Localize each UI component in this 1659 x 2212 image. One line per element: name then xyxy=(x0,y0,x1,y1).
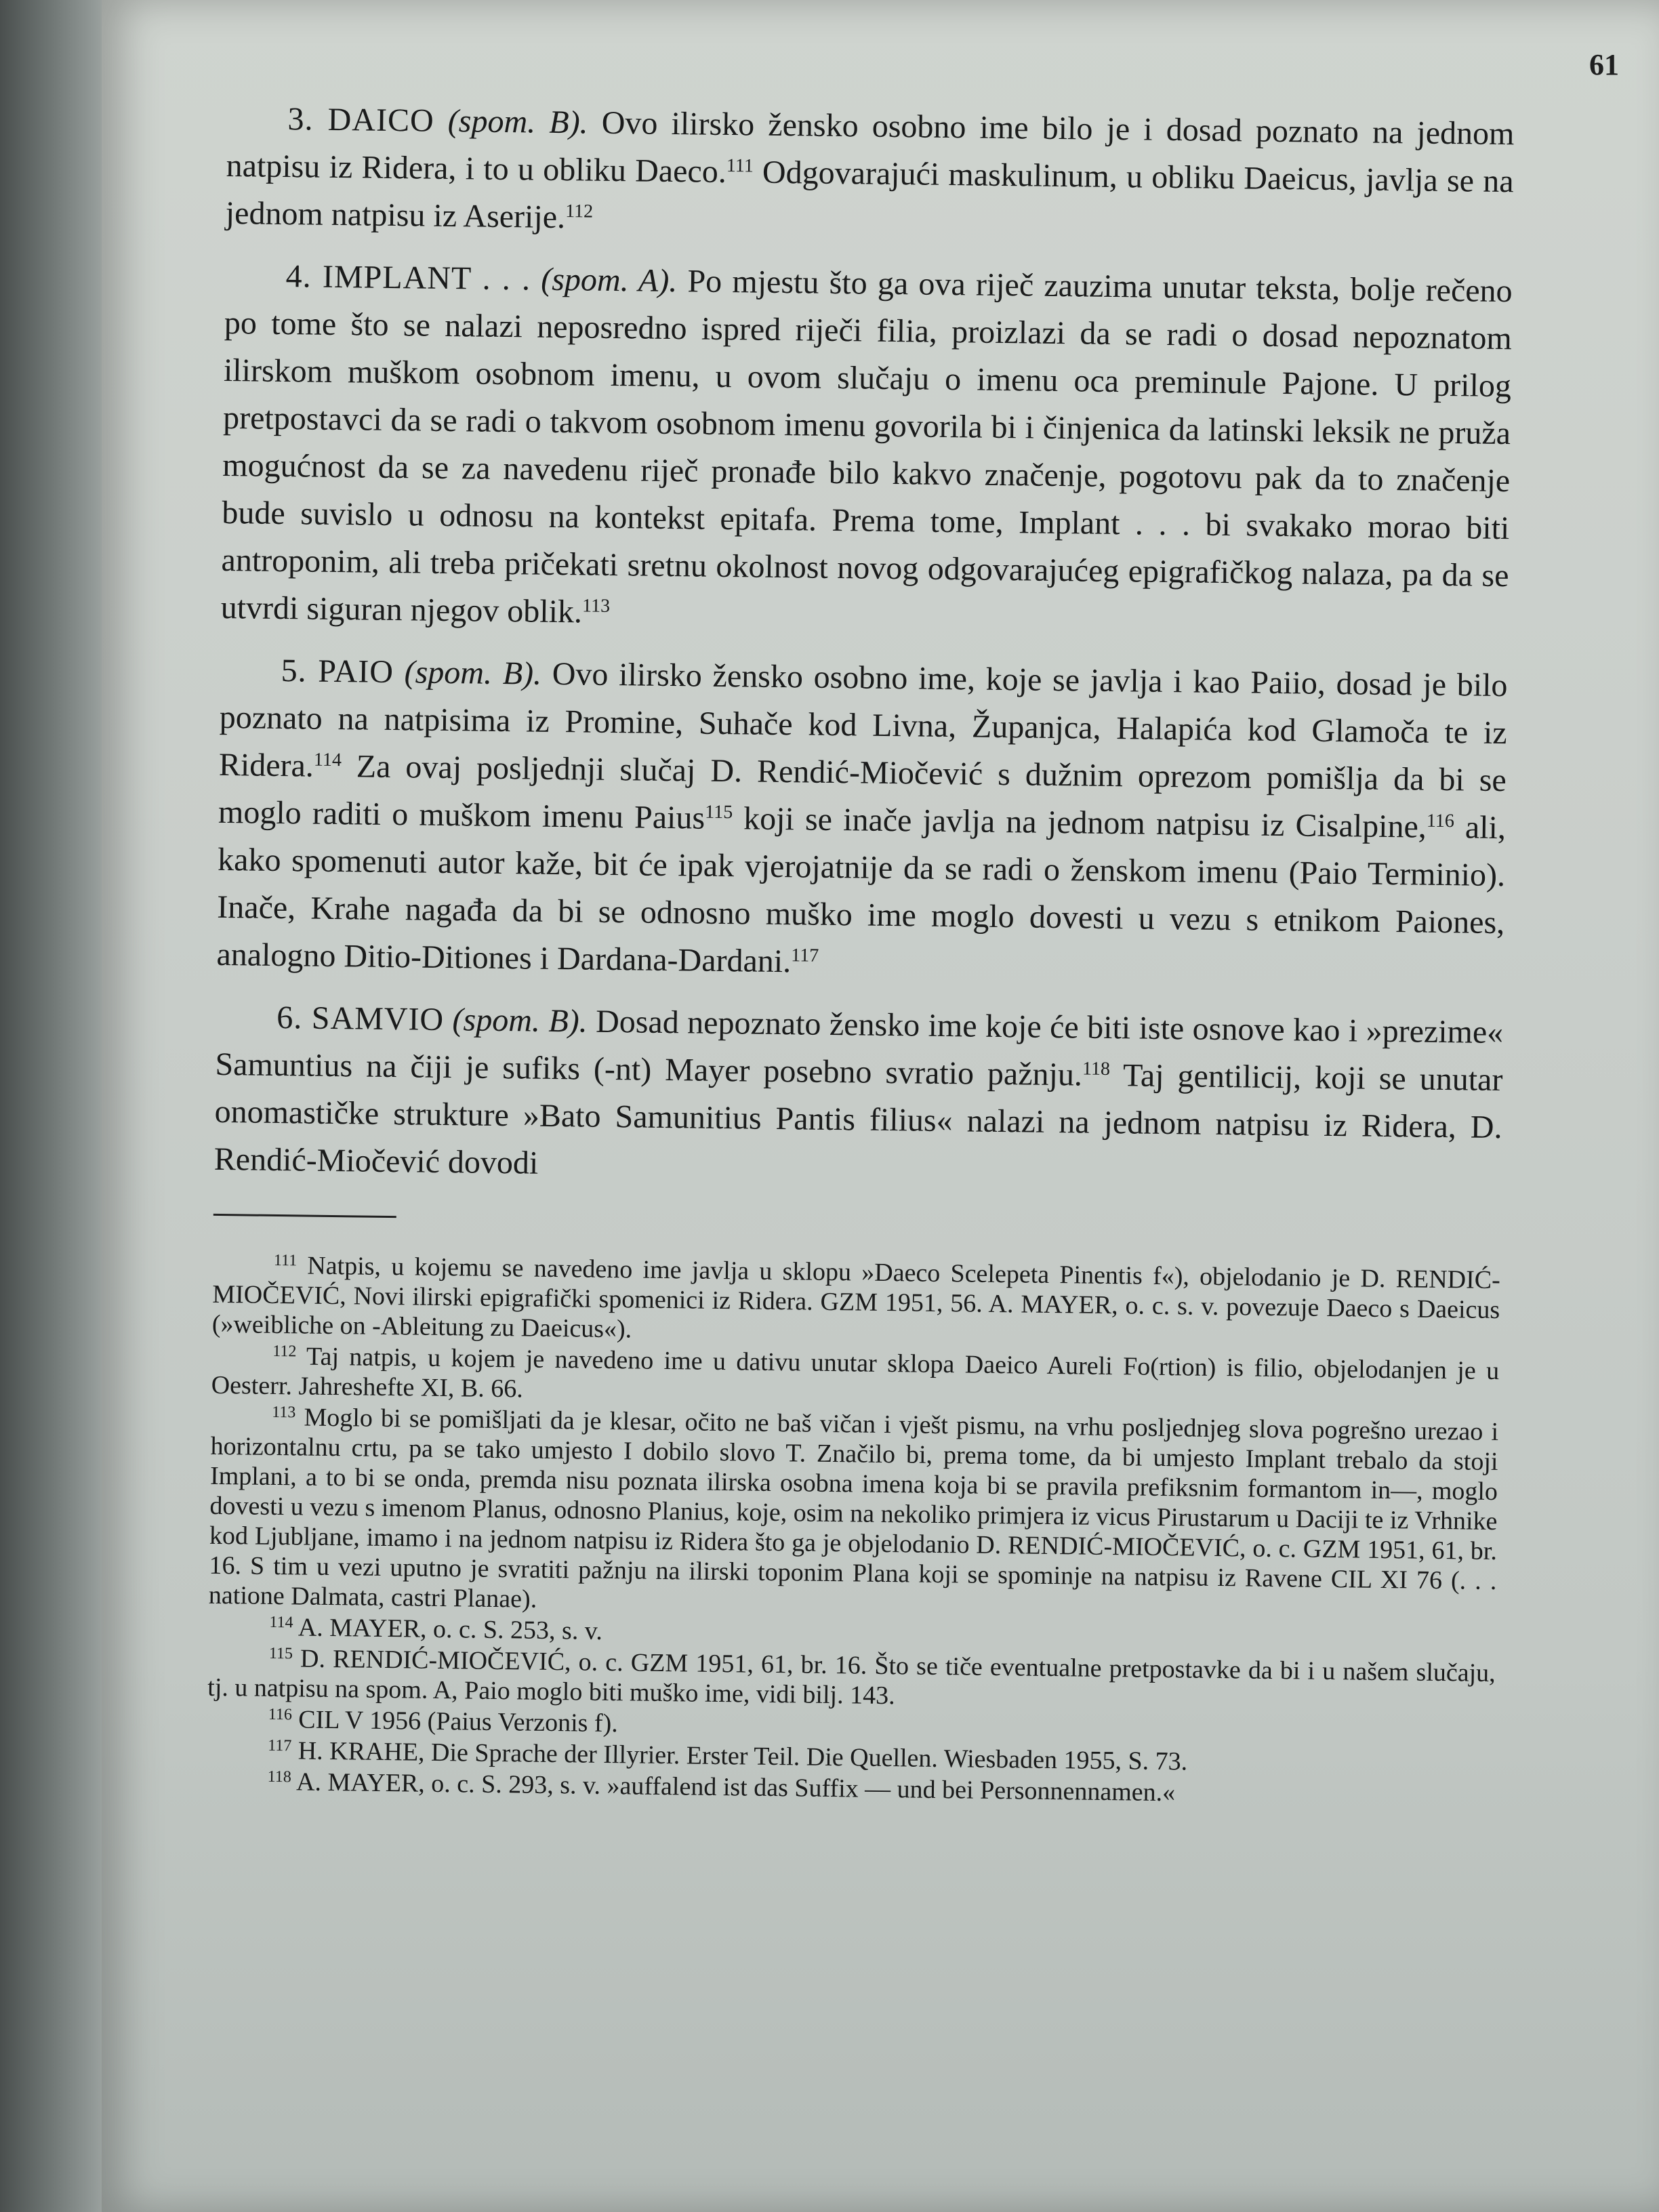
page-content xyxy=(206,95,1515,1813)
footnote-113 xyxy=(209,1401,1499,1626)
entry-heading: 4. IMPLANT . . . xyxy=(285,258,531,298)
page-number: 61 xyxy=(1589,48,1619,81)
paragraph-text: Dosad nepoznato žensko ime koje će biti iste osnove kao i »prezime« Samuntius na čiji je sufiks (-nt) Mayer posebno svratio pažnju. xyxy=(215,1003,1504,1093)
footnote-number: 116 xyxy=(268,1705,293,1724)
book-spine-shadow xyxy=(0,0,119,2212)
paragraph-implant xyxy=(220,252,1513,647)
entry-reference: (spom. B). xyxy=(404,654,542,692)
footnote-text: H. KRAHE, Die Sprache der Illyrier. Erster Teil. Die Quellen. Wiesbaden 1955, S. 73. xyxy=(291,1736,1188,1776)
paragraph-samvio xyxy=(213,994,1503,1199)
footnote-number: 113 xyxy=(272,1403,296,1422)
footnote-marker: 112 xyxy=(565,201,594,222)
entry-reference: (spom. B). xyxy=(452,1002,588,1040)
footnote-text: A. MAYER, o. c. S. 253, s. v. xyxy=(293,1613,603,1645)
footnote-number: 112 xyxy=(272,1342,297,1361)
paragraph-text: Taj gentilicij, koji se unutar onomastičke strukture »Bato Samunitius Pantis filius« nalazi na jednom natpisu iz Ridera, D. Rendić-Miočević dovodi xyxy=(213,1057,1503,1181)
footnote-marker: 118 xyxy=(1082,1058,1111,1080)
entry-heading: 6. SAMVIO xyxy=(276,1000,445,1038)
footnote-text: Moglo bi se pomišljati da je klesar, očito ne baš vičan i vješt pismu, na vrhu posljednjeg slova pogrešno urezao i horizontalnu crtu, pa se tako umjesto I dobilo slovo T. Značilo bi, prema tome, da bi umjesto Implant trebalo da stoji Implani, a to bi se onda, premda nisu poznata ilirska osobna imena koja bi se pravila prefiksnim formantom in—, moglo dovesti u vezu s imenom Planus, odnosno Planius, koje, osim na nekoliko primjera iz vicus Pirustarum u Daciji te iz Vrhnike kod Ljubljane, imamo i na jednom natpisu iz Ridera što ga je objelodanio D. RENDIĆ-MIOČEVIĆ, o. c. GZM 1951, 61, br. 16. S tim u vezi uputno je svratiti pažnju na ilirski toponim Plana koji se spominje na natpisu iz Ravene CIL XI 76 (. . . natione Dalmata, castri Planae). xyxy=(208,1403,1499,1614)
footnote-marker: 117 xyxy=(791,945,819,966)
paragraph-text: Ovo ilirsko žensko osobno ime, koje se javlja i kao Paiio, dosad je bilo poznato na natpisima iz Promine, Suhače kod Livna, Županjca, Halapića kod Glamoča te iz Ridera. xyxy=(218,655,1508,784)
footnote-divider xyxy=(213,1214,396,1218)
footnote-number: 114 xyxy=(269,1613,293,1632)
footnote-marker: 114 xyxy=(313,749,342,771)
footnote-text: Natpis, u kojemu se navedeno ime javlja u sklopu »Daeco Scelepeta Pinentis f«), objelodanio je D. RENDIĆ-MIOČEVIĆ, Novi ilirski epigrafički spomenici iz Ridera. GZM 1951, 56. A. MAYER, o. c. s. v. povezuje Daeco s Daeicus (»weibliche on -Ableitung zu Daeicus«). xyxy=(211,1251,1501,1344)
footnote-marker: 111 xyxy=(726,155,754,177)
footnote-marker: 115 xyxy=(705,801,733,823)
footnote-text: Taj natpis, u kojem je navedeno ime u dativu unutar sklopa Daeico Aureli Fo(rtion) is filio, objelodanjen je u Oesterr. Jahreshefte XI, B. 66. xyxy=(211,1342,1500,1404)
paragraph-paio xyxy=(216,647,1508,994)
entry-reference: (spom. A). xyxy=(540,261,678,300)
entry-heading: 5. PAIO xyxy=(281,653,394,691)
footnote-number: 118 xyxy=(267,1767,291,1786)
footnote-number: 117 xyxy=(268,1736,292,1755)
footnote-text: A. MAYER, o. c. S. 293, s. v. »auffalend ist das Suffix — und bei Personnennamen.« xyxy=(291,1767,1176,1807)
footnote-number: 115 xyxy=(268,1644,293,1663)
paragraph-daico xyxy=(225,95,1514,253)
footnote-text: D. RENDIĆ-MIOČEVIĆ, o. c. GZM 1951, 61, br. 16. Što se tiče eventualne pretpostavke da bi i u našem slučaju, tj. u natpisu na spom. A, Paio moglo biti muško ime, vidi bilj. 143. xyxy=(207,1644,1496,1711)
paragraph-text: Za ovaj posljednji slučaj D. Rendić-Miočević s dužnim oprezom pomišlja da bi se moglo raditi o muškom imenu Paius xyxy=(218,748,1507,836)
footnote-111 xyxy=(212,1250,1500,1355)
paragraph-text: Odgovarajući maskulinum, u obliku Daeicus, javlja se na jednom natpisu iz Aserije. xyxy=(225,154,1514,236)
entry-heading: 3. DAICO xyxy=(287,101,435,139)
paragraph-text: ali, kako spomenuti autor kaže, bit će ipak vjerojatnije da se radi o ženskom imenu (Paio Terminio). Inače, Krahe nagađa da bi se odnosno muško ime moglo dovesti u vezu s etnikom Paiones, analogno Ditio-Ditiones i Dardana-Dardani. xyxy=(216,809,1507,980)
footnote-marker: 113 xyxy=(581,595,611,617)
paragraph-text: koji se inače javlja na jednom natpisu iz Cisalpine, xyxy=(732,800,1427,845)
footnote-text: CIL V 1956 (Paius Verzonis f). xyxy=(291,1705,619,1738)
paragraph-text: Po mjestu što ga ova riječ zauzima unutar teksta, bolje rečeno po tome što se nalazi neposredno ispred riječi filia, proizlazi da se radi o dosad nepoznatom ilirskom muškom osobnom imenu, u ovom slučaju o imenu oca preminule Pajone. U prilog pretpostavci da se radi o takvom osobnom imenu govorila bi i činjenica da latinski leksik ne pruža mogućnost da se za navedenu riječ pronađe bilo kakvo značenje, pogotovu pak da to značenje bude suvislo u odnosu na kontekst epitafa. Prema tome, Implant . . . bi svakako morao biti antroponim, ali treba pričekati sretnu okolnost novog odgovarajućeg epigrafičkog nalaza, pa da se utvrdi siguran njegov oblik. xyxy=(220,263,1513,630)
paragraph-text: Ovo ilirsko žensko osobno ime bilo je i dosad poznato na jednom natpisu iz Ridera, i to u obliku Daeco. xyxy=(226,104,1515,190)
entry-reference: (spom. B). xyxy=(447,102,588,141)
footnote-number: 111 xyxy=(273,1251,298,1270)
footnote-marker: 116 xyxy=(1426,810,1455,832)
